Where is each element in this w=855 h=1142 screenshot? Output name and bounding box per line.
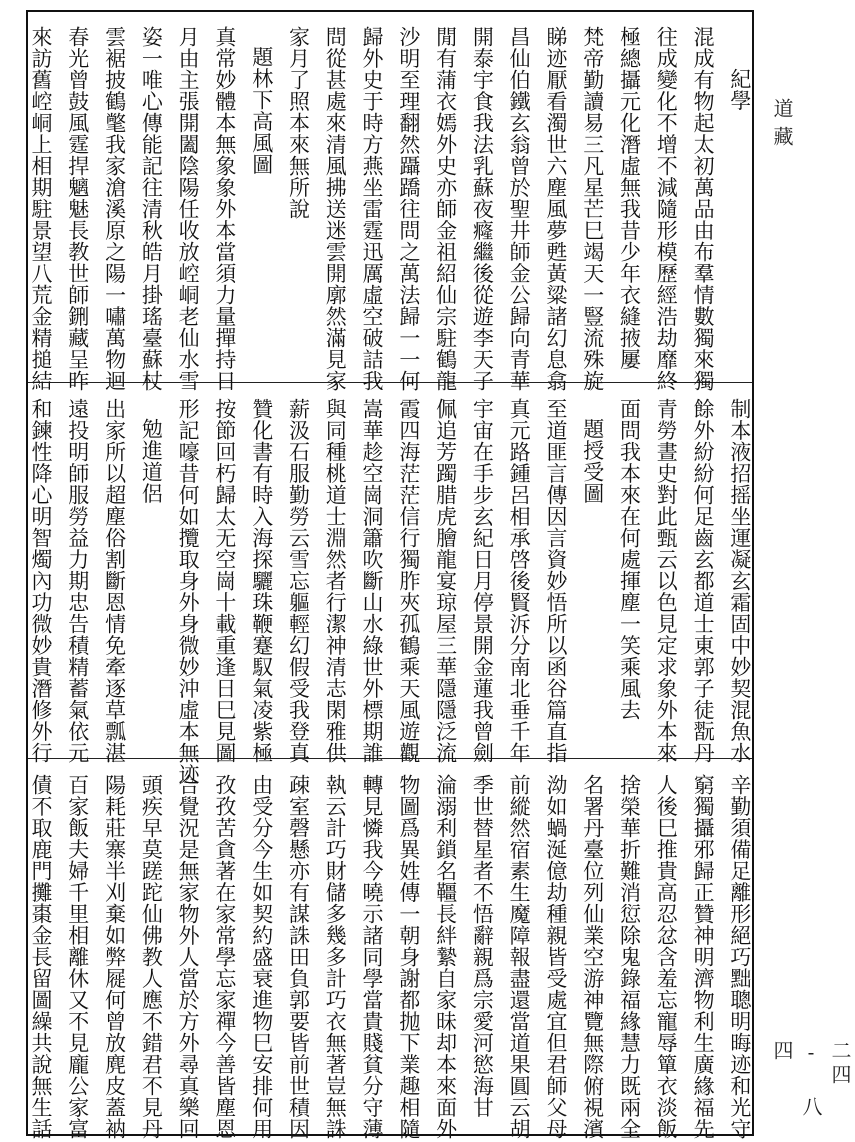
text-column: 嵩華趁空崗洞簫吹斷山水綠世外標期誰 xyxy=(360,398,385,764)
text-column: 窮獨攝邪歸正贊神明濟物利生廣緣福先 xyxy=(691,774,716,1140)
text-column: 按節回朽歸太无空崗十載重逢日巳見圖 xyxy=(212,398,237,764)
text-register xyxy=(29,12,752,392)
text-column: 往成變化不增不減隨形模歷經浩劫靡終 xyxy=(654,26,679,392)
text-column: 捨榮華折難消愆除鬼錄福緣慧力既兩全 xyxy=(617,774,642,1140)
text-column: 制本液招摇坐運凝玄霜固中妙契混魚水 xyxy=(727,398,752,764)
register-divider xyxy=(28,382,752,383)
text-column: 贊化書有時入海探驪珠鞭蹇馭氣凌紫極 xyxy=(249,398,274,764)
text-column: 形記嚎昔何如攬取身外身微妙沖虛本無迹 xyxy=(176,398,201,785)
text-column: 睇迹厭看濁世六塵風夢甦黃粱諸幻息翕 xyxy=(543,26,568,392)
right-margin xyxy=(760,0,852,1142)
page-number: 二四 - 八四 xyxy=(770,1040,852,1120)
text-column: 陽耗莊寨半刈棄如弊屣何曾放麂皮蓋衲 xyxy=(102,774,127,1140)
text-column: 梵帝勤讀易三凡星芒巳竭天一豎流殊旋 xyxy=(580,26,605,392)
text-column: 極總攝元化潛虛無我昔少年衣縫掖屢 xyxy=(617,26,642,370)
text-column: 人後巳推貴高忍忿含羞忘寵辱簞衣淡飯 xyxy=(654,774,679,1140)
text-column: 開泰宇食我法乳蘇夜癃繼後從遊李天子 xyxy=(470,26,495,392)
text-column: 雲裾披鶴氅我家滄溪原之陽一嘯萬物迴 xyxy=(102,26,127,392)
text-title: 題授受圖 xyxy=(580,418,605,504)
text-column: 薪汲石服勤勞云雪忘軀輕幻假受我登真 xyxy=(286,398,311,764)
collection-title: 道藏 xyxy=(770,98,794,154)
text-column: 霞四海茫茫信行獨胙夾孤鶴乘天風遊觀 xyxy=(396,398,421,764)
text-column: 至道匪言傳因言資妙悟所以函谷篇直指 xyxy=(543,398,568,764)
text-column: 物圖爲異姓傳一朝身謝都抛下業趣相隨 xyxy=(396,774,421,1140)
text-column: 佩追芳躅腊虎膾龍宴琼屋三華隱隱泛流 xyxy=(433,398,458,764)
text-column: 面問我本來在何處揮塵一笑乘風去 xyxy=(617,398,642,721)
text-column: 百家飯夫婦千里相離休又不見龐公家富 xyxy=(65,774,90,1140)
text-title: 勉進道侶 xyxy=(139,418,164,504)
text-register xyxy=(29,384,752,785)
text-column: 來訪舊崆峒上相期駐景望八荒金精搥結 xyxy=(29,26,53,392)
text-column: 與同種桃道士淵然者行潔神清志閑雅供 xyxy=(323,398,348,764)
text-column: 姿一唯心傳能記往清秋皓月掛瑤臺蘇杖 xyxy=(139,26,164,392)
text-column: 轉見憐我今曉示諸同學當貴賤貧分守薄 xyxy=(360,774,385,1140)
text-column: 季世替星者不悟辭親爲宗愛河慾海甘 xyxy=(470,774,495,1118)
text-column: 名署丹臺位列仙業空游神覽無際俯視濱 xyxy=(580,774,605,1140)
register-divider xyxy=(28,758,752,759)
text-column: 疎室磬懸亦有謀誅田負郭要皆前世積因 xyxy=(286,774,311,1140)
text-column: 泑如蝸涎億劫種親皆受處宜但君師父母 xyxy=(543,774,568,1140)
text-column: 和鍊性降心明智燭內功微妙貴潛修外行 xyxy=(29,398,53,764)
text-column: 執云計巧財儲多幾多計巧衣無著豈無誅 xyxy=(323,774,348,1140)
text-column: 真元路鍾呂相承啓後賢泝分南北垂千年 xyxy=(507,398,532,764)
text-column: 真常妙體本無象象外本當須力量撣持日 xyxy=(212,26,237,392)
text-register xyxy=(29,760,752,1140)
text-column: 宇宙在手步玄紀日月停景開金蓮我曾劍 xyxy=(470,398,495,764)
text-heading: 紀學 xyxy=(727,68,752,111)
text-column: 辛勤須備足離形絕巧黜聰明晦迹和光守 xyxy=(727,774,752,1140)
text-column: 閒有蒲衣嫣外史亦師金祖紹仙宗駐鶴龍 xyxy=(433,26,458,392)
text-column: 遠投明師服勞益力期忠告積精蓄氣依元 xyxy=(65,398,90,764)
text-column: 由受分今生如契約盛衰進物巳安排何用 xyxy=(249,774,274,1140)
text-title: 題林下高風圖 xyxy=(249,46,274,175)
text-column: 淪溺利鎖名韁長絆縶自家昧却本來面外 xyxy=(433,774,458,1140)
text-column: 前縱然宿素生魔障報盡還當道果圓云胡 xyxy=(507,774,532,1140)
text-column: 孜孜苦貪著在家常學忘家禪今善皆塵恩 xyxy=(212,774,237,1140)
text-column: 餘外紛紛何足齒玄都道士東郭子徒翫丹 xyxy=(691,398,716,764)
text-column: 債不取鹿門攤棗金長留圖繰共說無生話 xyxy=(29,774,53,1140)
text-column: 合覺況是無家物外人當於方外尋真樂回 xyxy=(176,774,201,1140)
text-column: 歸外史于時方燕坐雷霆迅厲虛空破詰我 xyxy=(360,26,385,392)
text-column: 昌仙伯鐵玄翁曾於聖井師金公歸向青華 xyxy=(507,26,532,392)
text-column: 春光曾鼓風霆捍魑魅長教世師鉶藏呈昨 xyxy=(65,26,90,392)
text-column: 混成有物起太初萬品由布羣情數獨來獨 xyxy=(691,26,716,392)
text-column: 沙明至理翻然躡蹻往問之萬法歸一一何 xyxy=(396,26,421,392)
text-column: 月由主張開闔陰陽任收放崆峒老仙水雪 xyxy=(176,26,201,392)
text-column: 青勞晝史對此甄云以色見定求象外本來 xyxy=(654,398,679,764)
text-column: 問從甚處來清風拂送迷雲開廓然滿見家 xyxy=(323,26,348,392)
text-column: 家月了照本來無所說 xyxy=(286,26,311,220)
text-column: 頭疾早莫蹉跎仙佛教人應不錯君不見丹 xyxy=(139,774,164,1140)
text-column: 出家所以超塵俗割斷恩情免牽逐草瓢湛 xyxy=(102,398,127,764)
